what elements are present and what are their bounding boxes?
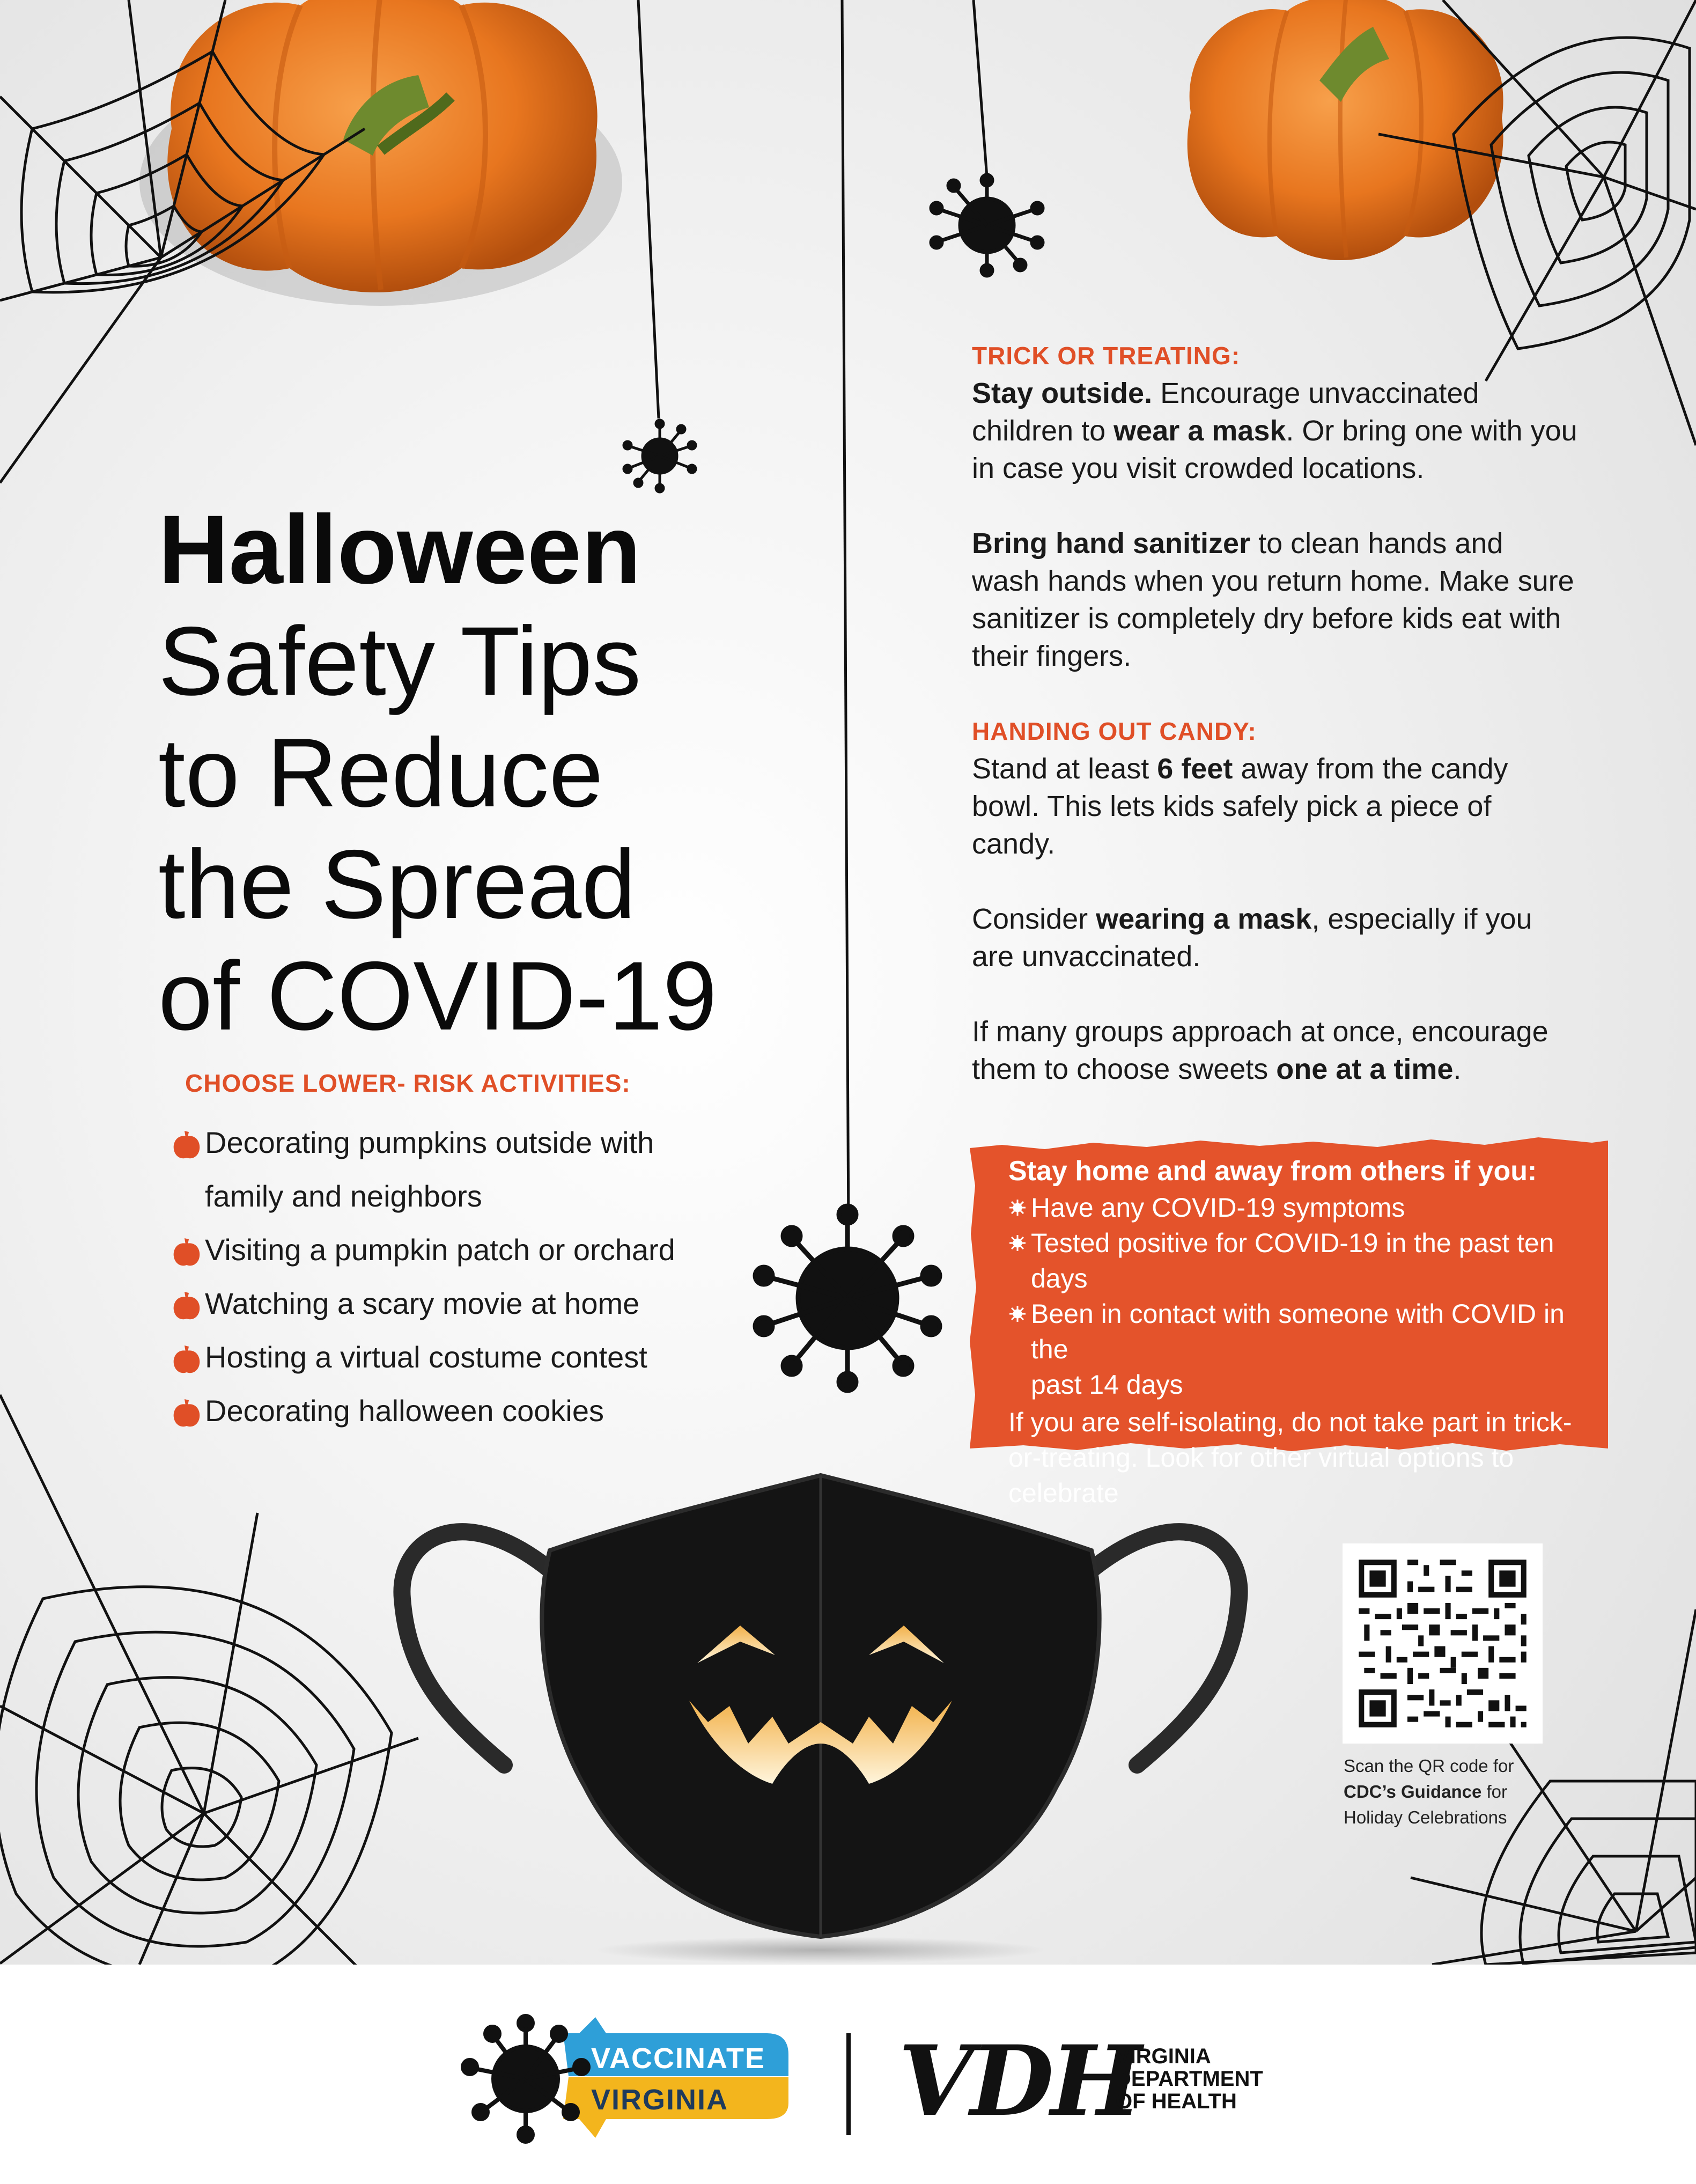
mask-paragraph [972, 900, 1578, 975]
title-line: Halloween [158, 495, 641, 604]
body-text: . Or bring one with you in case you visit crowded locations. [972, 415, 1577, 484]
pumpkin-bullet-icon [172, 1397, 202, 1429]
self-isolating-note: or-treating. Look for other virtual options to [1008, 1443, 1514, 1473]
qr-caption-emphasis: CDC’s Guidance [1344, 1782, 1482, 1801]
title-line: the Spread [158, 829, 636, 939]
virus-bullet-icon [1008, 1305, 1027, 1323]
virginia-label: VIRGINIA [591, 2084, 729, 2116]
qr-caption-line [1344, 1779, 1569, 1805]
vdh-logo: VDH [898, 2025, 1139, 2138]
emphasis: wearing a mask [1096, 903, 1312, 935]
activity-list [172, 1116, 762, 1438]
emphasis: Stay outside. [972, 377, 1153, 409]
footer-divider [846, 2033, 852, 2135]
candy-paragraph [972, 750, 1578, 863]
emphasis: Bring hand sanitizer [972, 527, 1251, 560]
stay-home-item: past 14 days [1031, 1370, 1183, 1400]
list-item [172, 1277, 762, 1330]
body-text: Consider [972, 903, 1096, 935]
list-item [172, 1330, 762, 1384]
qr-caption-line: Holiday Celebrations [1344, 1807, 1507, 1827]
virus-bullet-icon [1008, 1198, 1027, 1217]
body-text: away from the candy bowl. This lets kids safely pick a piece of candy. [972, 753, 1508, 860]
activity-text: Decorating halloween cookies [205, 1394, 604, 1428]
stay-home-content [1008, 1153, 1609, 1511]
list-item [1008, 1225, 1609, 1296]
vaccinate-label: VACCINATE [591, 2042, 765, 2075]
body-text: Encourage unvaccinated children to [972, 377, 1479, 447]
stay-home-item: Have any COVID-19 symptoms [1031, 1193, 1405, 1223]
activity-text: Visiting a pumpkin patch or orchard [205, 1233, 675, 1267]
qr-code-icon [1343, 1543, 1543, 1744]
emphasis: 6 feet [1157, 753, 1233, 785]
title-line: Safety Tips [158, 606, 641, 716]
list-item [1008, 1190, 1609, 1225]
title-line: to Reduce [158, 718, 603, 827]
title-line: of COVID-19 [158, 941, 717, 1050]
jack-o-lantern-mask-icon [397, 1465, 1244, 1964]
stay-home-heading: Stay home and away from others if you: [1008, 1156, 1537, 1187]
qr-caption-text: for [1481, 1782, 1508, 1801]
activity-text: Watching a scary movie at home [205, 1286, 640, 1320]
list-item [172, 1223, 762, 1277]
lower-risk-heading: CHOOSE LOWER- RISK ACTIVITIES: [185, 1069, 631, 1097]
activity-text: family and neighbors [205, 1179, 482, 1213]
groups-paragraph [972, 1013, 1578, 1088]
self-isolating-note: celebrate [1008, 1478, 1119, 1508]
qr-code[interactable] [1343, 1543, 1543, 1744]
stay-home-item: Tested positive for COVID-19 in the past ten days [1031, 1228, 1554, 1293]
page-title [158, 494, 802, 1051]
list-item [172, 1384, 762, 1438]
vdh-name-line: DEPARTMENT [1116, 2067, 1263, 2091]
pumpkin-bullet-icon [172, 1129, 202, 1161]
list-item [172, 1116, 762, 1223]
emphasis: wear a mask [1114, 415, 1286, 447]
vdh-name-line: VIRGINIA [1116, 2045, 1211, 2068]
body-text: Stand at least [972, 753, 1157, 785]
sanitizer-paragraph [972, 525, 1578, 675]
body-text: , especially if you are unvaccinated. [972, 903, 1532, 973]
body-text: . [1453, 1053, 1462, 1085]
trick-or-treating-paragraph [972, 374, 1578, 487]
vdh-name-line: OF HEALTH [1116, 2090, 1237, 2113]
pumpkin-bullet-icon [172, 1290, 202, 1322]
tips-column [972, 337, 1578, 1088]
pumpkin-bullet-icon [172, 1236, 202, 1268]
activity-text: Decorating pumpkins outside with [205, 1126, 654, 1159]
virus-spider-icon [912, 172, 1062, 279]
virus-spider-icon [620, 416, 700, 496]
vdh-name [1116, 2045, 1263, 2113]
handing-out-candy-heading: HANDING OUT CANDY: [972, 717, 1257, 745]
qr-caption-line: Scan the QR code for [1344, 1756, 1514, 1776]
virus-bullet-icon [1008, 1234, 1027, 1252]
stay-home-item: Been in contact with someone with COVID in the [1031, 1299, 1565, 1364]
self-isolating-note: If you are self-isolating, do not take part in trick- [1008, 1407, 1572, 1437]
trick-or-treating-heading: TRICK OR TREATING: [972, 342, 1241, 370]
list-item [1008, 1296, 1609, 1367]
emphasis: one at a time [1276, 1053, 1454, 1085]
virus-spider-icon [751, 1202, 944, 1395]
qr-caption [1344, 1753, 1569, 1830]
activity-text: Hosting a virtual costume contest [205, 1340, 647, 1374]
pumpkin-bullet-icon [172, 1343, 202, 1376]
body-text: to clean hands and wash hands when you return home. Make sure sanitizer is completely dry before kids eat with their fingers. [972, 527, 1574, 672]
body-text: If many groups approach at once, encourage them to choose sweets [972, 1016, 1548, 1085]
